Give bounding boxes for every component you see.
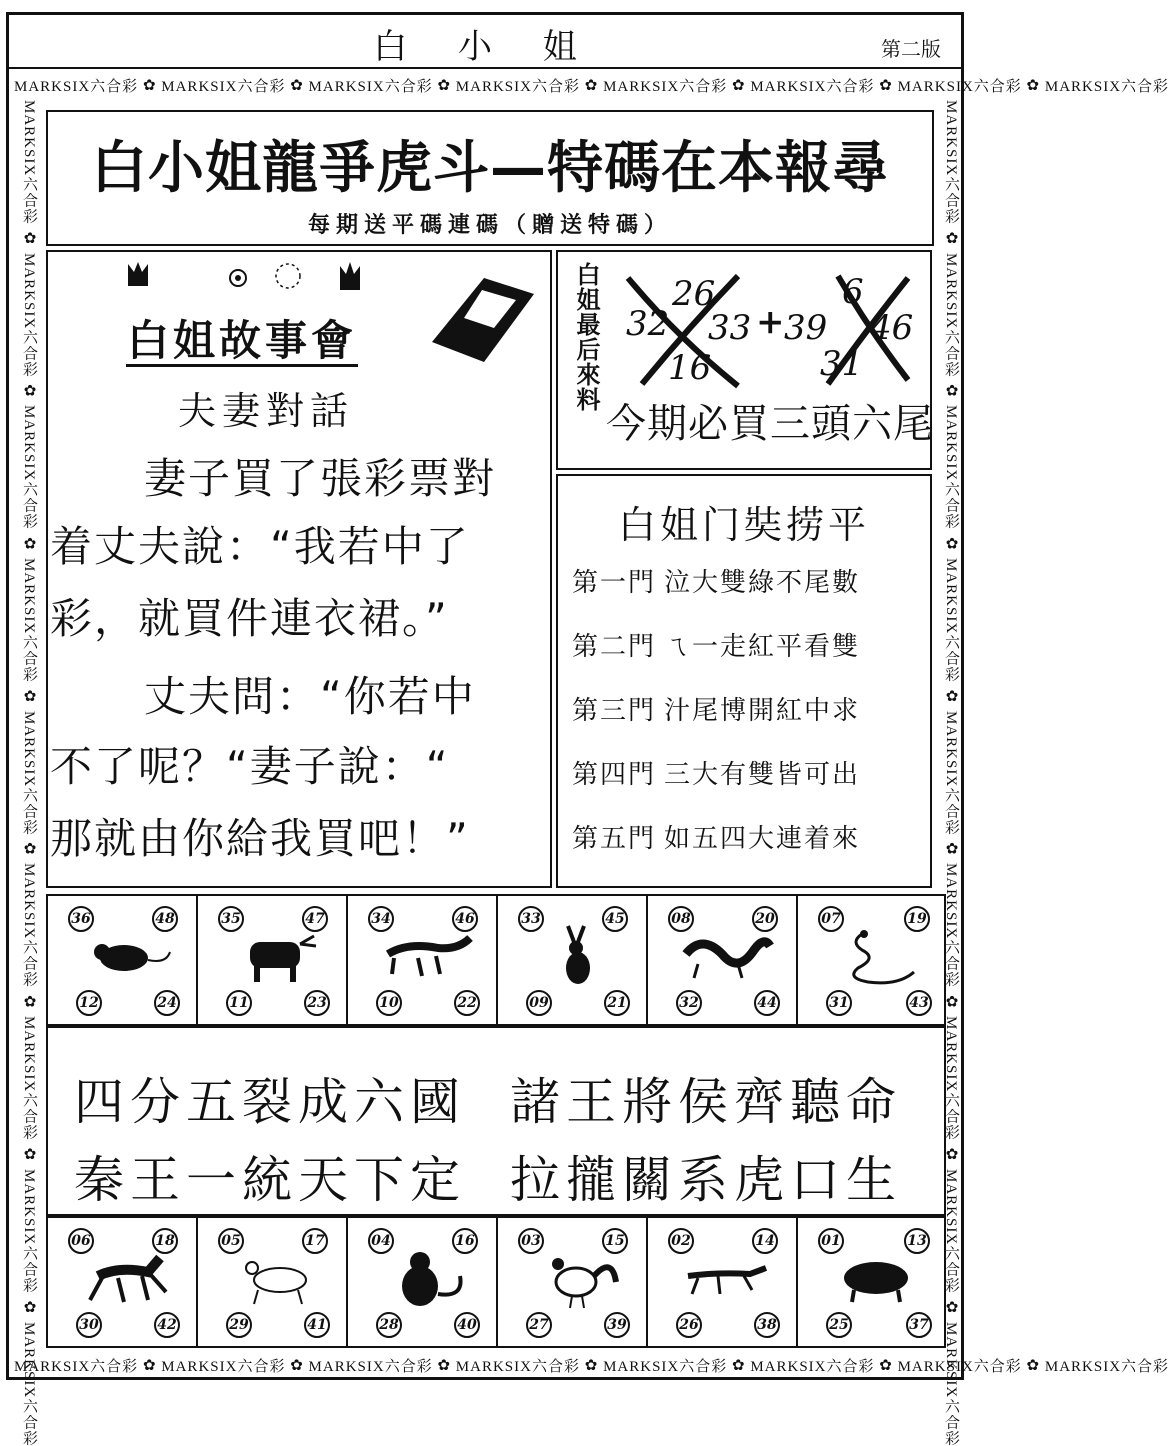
paper-title: 白 小 姐 — [373, 27, 597, 67]
latest-number: 16 — [668, 348, 712, 388]
horse-icon — [78, 1246, 174, 1310]
number-ball: 45 — [602, 906, 628, 932]
number-ball: 40 — [454, 1312, 480, 1338]
band-text: MARKSIX六合彩 — [21, 100, 37, 225]
poem-verse: 秦王一統天下定 — [74, 1151, 466, 1209]
number-ball: 13 — [904, 1228, 930, 1254]
band-text: MARKSIX六合彩 — [943, 1168, 959, 1293]
dog-icon — [678, 1246, 774, 1310]
band-text: MARKSIX六合彩 — [455, 78, 580, 95]
door-label: 第二門 — [572, 632, 657, 662]
band-text: MARKSIX六合彩 — [750, 78, 875, 95]
zodiac-cell-pig — [798, 1218, 948, 1346]
ox-icon — [228, 924, 324, 988]
rooster-icon — [528, 1246, 624, 1310]
number-ball: 04 — [368, 1228, 394, 1254]
number-ball: 46 — [452, 906, 478, 932]
zodiac-cell-snake — [798, 896, 948, 1024]
band-text: MARKSIX六合彩 — [897, 1358, 1022, 1375]
number-ball: 25 — [826, 1312, 852, 1338]
zodiac-cell-rooster — [498, 1218, 648, 1346]
door-label: 第四門 — [572, 760, 657, 790]
border-band-right: MARKSIX六合彩 ✿ MARKSIX六合彩 ✿ MARKSIX六合彩 ✿ MARKSIX六合彩 ✿ MARKSIX六合彩 ✿ MARKSIX六合彩 ✿ MARKSIX六合彩 ✿ MARKSIX六合彩 ✿ MARKSIX六合彩 — [936, 100, 962, 1348]
number-ball: 36 — [68, 906, 94, 932]
zodiac-cell-monkey — [348, 1218, 498, 1346]
latest-label: 白姐最后來料 — [572, 262, 600, 412]
band-text: MARKSIX六合彩 — [943, 863, 959, 988]
number-ball: 41 — [304, 1312, 330, 1338]
story-line: 着丈夫說：“我若中了 — [50, 522, 470, 571]
band-text: MARKSIX六合彩 — [21, 1321, 37, 1446]
number-ball: 02 — [668, 1228, 694, 1254]
number-ball: 37 — [906, 1312, 932, 1338]
band-text: MARKSIX六合彩 — [21, 863, 37, 988]
number-ball: 30 — [76, 1312, 102, 1338]
poem-verse: 拉攏關系虎口生 — [510, 1151, 902, 1209]
number-ball: 28 — [376, 1312, 402, 1338]
door-text: 泣大雙綠不尾數 — [664, 568, 861, 598]
story-line: 那就由你給我買吧！” — [50, 814, 470, 863]
zodiac-cell-dog — [648, 1218, 798, 1346]
door-label: 第五門 — [572, 824, 657, 854]
zodiac-cell-rat — [48, 896, 198, 1024]
band-text: MARKSIX六合彩 — [21, 1168, 37, 1293]
door-item — [572, 818, 860, 855]
band-text: MARKSIX六合彩 — [603, 1358, 728, 1375]
door-item — [572, 626, 860, 663]
story-box — [46, 250, 552, 888]
poem-verse: 四分五裂成六國 — [74, 1073, 466, 1131]
goat-icon — [228, 1246, 324, 1310]
band-text: MARKSIX六合彩 — [14, 78, 139, 95]
tulip-icon — [118, 256, 218, 296]
number-ball: 03 — [518, 1228, 544, 1254]
zodiac-cell-goat — [198, 1218, 348, 1346]
latest-number: 39 — [784, 308, 828, 348]
number-ball: 11 — [226, 990, 252, 1016]
number-ball: 48 — [152, 906, 178, 932]
latest-number: 26 — [672, 274, 716, 314]
story-line: 彩，就買件連衣裙。” — [50, 594, 449, 643]
number-ball: 07 — [818, 906, 844, 932]
border-band-left: MARKSIX六合彩 ✿ MARKSIX六合彩 ✿ MARKSIX六合彩 ✿ MARKSIX六合彩 ✿ MARKSIX六合彩 ✿ MARKSIX六合彩 ✿ MARKSIX六合彩 ✿ MARKSIX六合彩 ✿ MARKSIX六合彩 — [14, 100, 40, 1348]
rabbit-icon — [528, 924, 624, 988]
border-band-bottom: MARKSIX六合彩 ✿ MARKSIX六合彩 ✿ MARKSIX六合彩 ✿ MARKSIX六合彩 ✿ MARKSIX六合彩 ✿ MARKSIX六合彩 ✿ MARKSIX六合彩 ✿ MARKSIX六合彩 — [14, 1352, 960, 1378]
number-ball: 09 — [526, 990, 552, 1016]
number-ball: 33 — [518, 906, 544, 932]
band-text: MARKSIX六合彩 — [21, 710, 37, 835]
number-ball: 12 — [76, 990, 102, 1016]
door-text: 三大有雙皆可出 — [664, 760, 861, 790]
band-text: MARKSIX六合彩 — [943, 100, 959, 225]
number-ball: 47 — [302, 906, 328, 932]
number-ball: 43 — [906, 990, 932, 1016]
poem-line — [74, 1140, 902, 1212]
number-ball: 34 — [368, 906, 394, 932]
band-text: MARKSIX六合彩 — [161, 1358, 286, 1375]
door-text: 如五四大連着來 — [664, 824, 861, 854]
number-ball: 26 — [676, 1312, 702, 1338]
latest-number: 6 — [842, 272, 864, 312]
rat-icon — [78, 924, 174, 988]
zodiac-row-top — [46, 894, 946, 1026]
banner-title: 白小姐龍爭虎斗—特碼在本報尋 — [91, 136, 889, 201]
border-band-top: MARKSIX六合彩 ✿ MARKSIX六合彩 ✿ MARKSIX六合彩 ✿ MARKSIX六合彩 ✿ MARKSIX六合彩 ✿ MARKSIX六合彩 ✿ MARKSIX六合彩 ✿ MARKSIX六合彩 — [14, 72, 960, 98]
number-ball: 01 — [818, 1228, 844, 1254]
number-ball: 17 — [302, 1228, 328, 1254]
zodiac-cell-tiger — [348, 896, 498, 1024]
latest-number: 32 — [626, 304, 670, 344]
band-text: MARKSIX六合彩 — [308, 78, 433, 95]
snake-icon — [828, 924, 924, 988]
number-ball: 27 — [526, 1312, 552, 1338]
door-item — [572, 690, 860, 727]
edition-label: 第二版 — [881, 37, 941, 61]
door-label: 第一門 — [572, 568, 657, 598]
number-ball: 35 — [218, 906, 244, 932]
band-text: MARKSIX六合彩 — [897, 78, 1022, 95]
dragon-icon — [678, 924, 774, 988]
number-ball: 08 — [668, 906, 694, 932]
number-ball: 21 — [604, 990, 630, 1016]
number-ball: 19 — [904, 906, 930, 932]
latest-number: 33 — [708, 308, 752, 348]
number-ball: 32 — [676, 990, 702, 1016]
page-header — [9, 15, 961, 69]
band-text: MARKSIX六合彩 — [943, 405, 959, 530]
number-ball: 14 — [752, 1228, 778, 1254]
number-ball: 05 — [218, 1228, 244, 1254]
band-text: MARKSIX六合彩 — [943, 1321, 959, 1446]
poem-box — [46, 1026, 946, 1216]
zodiac-cell-rabbit — [498, 896, 648, 1024]
band-text: MARKSIX六合彩 — [14, 1358, 139, 1375]
band-text: MARKSIX六合彩 — [308, 1358, 433, 1375]
band-text: MARKSIX六合彩 — [943, 558, 959, 683]
zodiac-cell-ox — [198, 896, 348, 1024]
zodiac-row-bottom — [46, 1216, 946, 1348]
number-ball: 10 — [376, 990, 402, 1016]
number-ball: 44 — [754, 990, 780, 1016]
must-buy-text: 今期必買三頭六尾 — [606, 401, 934, 447]
number-ball: 15 — [602, 1228, 628, 1254]
zodiac-cell-horse — [48, 1218, 198, 1346]
book-icon — [424, 272, 540, 368]
band-text: MARKSIX六合彩 — [943, 710, 959, 835]
band-text: MARKSIX六合彩 — [21, 405, 37, 530]
band-text: MARKSIX六合彩 — [21, 558, 37, 683]
number-ball: 06 — [68, 1228, 94, 1254]
number-ball: 29 — [226, 1312, 252, 1338]
number-ball: 20 — [752, 906, 778, 932]
number-ball: 23 — [304, 990, 330, 1016]
band-text: MARKSIX六合彩 — [1044, 78, 1169, 95]
band-text: MARKSIX六合彩 — [943, 252, 959, 377]
poem-verse: 諸王將侯齊聽命 — [510, 1073, 902, 1131]
band-text: MARKSIX六合彩 — [455, 1358, 580, 1375]
door-label: 第三門 — [572, 696, 657, 726]
pig-icon — [828, 1246, 924, 1310]
door-item — [572, 562, 860, 599]
latest-plus: + — [756, 302, 785, 342]
band-text: MARKSIX六合彩 — [21, 252, 37, 377]
monkey-icon — [378, 1246, 474, 1310]
number-ball: 42 — [154, 1312, 180, 1338]
banner-subtitle: 每期送平碼連碼（贈送特碼） — [307, 213, 672, 238]
door-text: 汁尾博開紅中求 — [664, 696, 861, 726]
number-ball: 22 — [454, 990, 480, 1016]
latest-number: 46 — [870, 308, 914, 348]
band-text: MARKSIX六合彩 — [21, 1016, 37, 1141]
band-text: MARKSIX六合彩 — [750, 1358, 875, 1375]
flower-icon — [208, 256, 318, 300]
story-heading: 夫妻對話 — [178, 389, 355, 433]
number-ball: 24 — [154, 990, 180, 1016]
banner-box — [46, 110, 934, 246]
door-item — [572, 754, 860, 791]
band-text: MARKSIX六合彩 — [1044, 1358, 1169, 1375]
latest-box — [556, 250, 932, 470]
doors-box — [556, 474, 932, 888]
number-ball: 18 — [152, 1228, 178, 1254]
number-ball: 38 — [754, 1312, 780, 1338]
door-text: ㄟ一走紅平看雙 — [664, 632, 861, 662]
number-ball: 16 — [452, 1228, 478, 1254]
story-title: 白姐故事會 — [126, 308, 358, 367]
poem-line — [74, 1062, 902, 1134]
tulip-icon — [332, 256, 372, 296]
band-text: MARKSIX六合彩 — [603, 78, 728, 95]
story-line: 丈夫問：“你若中 — [144, 672, 476, 721]
latest-number: 31 — [820, 344, 864, 384]
band-text: MARKSIX六合彩 — [161, 78, 286, 95]
doors-title: 白姐门奘捞平 — [617, 503, 870, 547]
zodiac-cell-dragon — [648, 896, 798, 1024]
number-ball: 39 — [604, 1312, 630, 1338]
story-line: 妻子買了張彩票對 — [144, 454, 497, 503]
tiger-icon — [378, 924, 474, 988]
story-line: 不了呢？“妻子說：“ — [50, 742, 450, 791]
band-text: MARKSIX六合彩 — [943, 1016, 959, 1141]
number-ball: 31 — [826, 990, 852, 1016]
